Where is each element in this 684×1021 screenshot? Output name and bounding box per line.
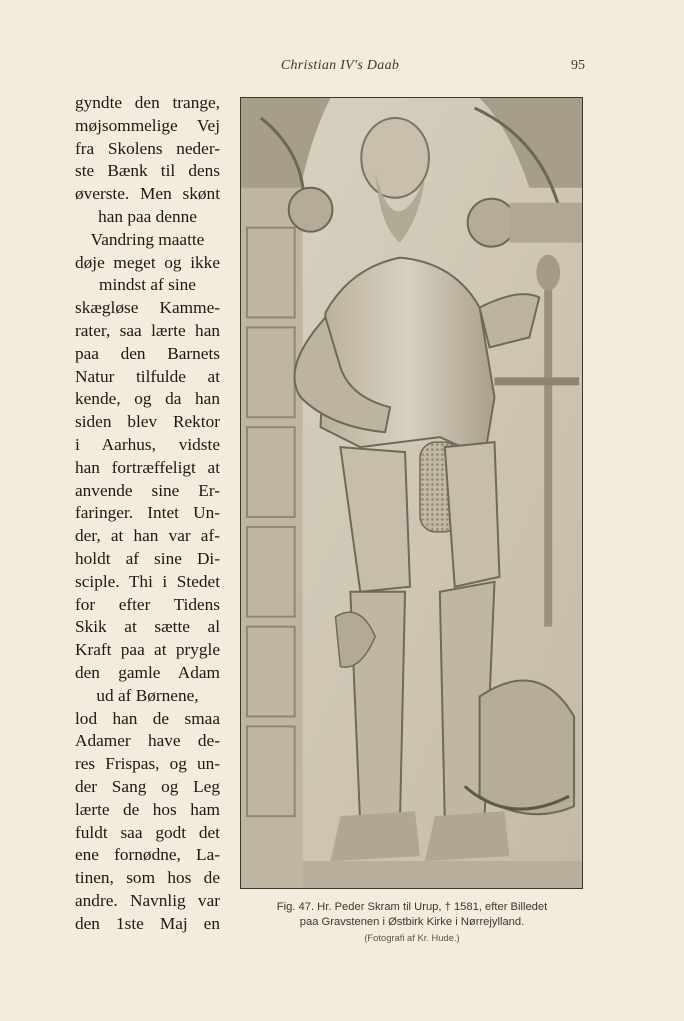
body-text-line: mindst af sine <box>99 275 196 295</box>
body-text-line: res Frispas, og un- <box>75 754 220 774</box>
body-text-line: paa den Barnets <box>75 343 220 363</box>
body-text-line: der, at han var af- <box>75 526 220 546</box>
page-number: 95 <box>571 58 585 73</box>
body-text-line: Vandring maatte <box>90 229 205 249</box>
body-text-column <box>75 92 220 935</box>
body-text-line: fra Skolens neder- <box>75 138 220 158</box>
body-text-line: lod han de smaa <box>75 708 220 728</box>
body-text-line: der Sang og Leg <box>75 776 220 796</box>
body-text-line: ud af Børnene, <box>96 685 199 705</box>
body-text-line: gyndte den trange, <box>75 93 220 112</box>
body-text-line: skægløse Kamme- <box>75 298 220 318</box>
body-text-line: den 1ste Maj en <box>75 913 220 933</box>
gravestone-relief-illustration <box>241 98 582 888</box>
body-text-line: i Aarhus, vidste <box>75 434 220 454</box>
body-text-line: anvende sine Er- <box>75 480 220 500</box>
body-text-line: rater, saa lærte han <box>75 320 220 340</box>
running-header-title: Christian IV's Daab <box>280 58 400 73</box>
body-text-line: møjsommelige Vej <box>75 115 220 135</box>
body-text-line: ene fornødne, La- <box>75 845 220 865</box>
body-text-line: kende, og da han <box>75 389 220 409</box>
body-text-line: øverste. Men skønt <box>75 184 220 204</box>
body-text-line: Kraft paa at prygle <box>75 640 220 660</box>
caption-line-2: paa Gravstenen i Østbirk Kirke i Nørrejylland. <box>299 916 525 928</box>
body-text-line: han paa denne <box>98 206 197 226</box>
body-text-line: fuldt saa godt det <box>75 822 220 842</box>
body-text-line: Skik at sætte al <box>75 617 220 637</box>
body-text-line: faringer. Intet Un- <box>75 503 220 523</box>
body-text-line: ste Bænk til dens <box>75 161 220 181</box>
body-text-line: lærte de hos ham <box>75 799 220 819</box>
body-text-line: han fortræffeligt at <box>75 457 220 477</box>
body-text-line: Natur tilfulde at <box>75 366 220 386</box>
body-text-line: holdt af sine Di- <box>75 548 220 568</box>
body-text-line: andre. Navnlig var <box>75 890 220 910</box>
body-text-line: siden blev Rektor <box>75 412 220 432</box>
figure-gravestone-photo <box>240 97 583 889</box>
body-text-line: tinen, som hos de <box>75 868 220 888</box>
body-text-line: sciple. Thi i Stedet <box>75 571 220 591</box>
body-text-line: den gamle Adam <box>75 662 220 682</box>
body-text-line: for efter Tidens <box>75 594 220 614</box>
caption-photo-credit: (Fotografi af Kr. Hude.) <box>364 932 460 943</box>
body-text-line: Adamer have de- <box>75 731 220 751</box>
caption-line-1: Fig. 47. Hr. Peder Skram til Urup, † 1581, efter Billedet <box>276 901 548 913</box>
body-text-line: døje meget og ikke <box>75 252 220 272</box>
figure-caption <box>236 900 588 945</box>
